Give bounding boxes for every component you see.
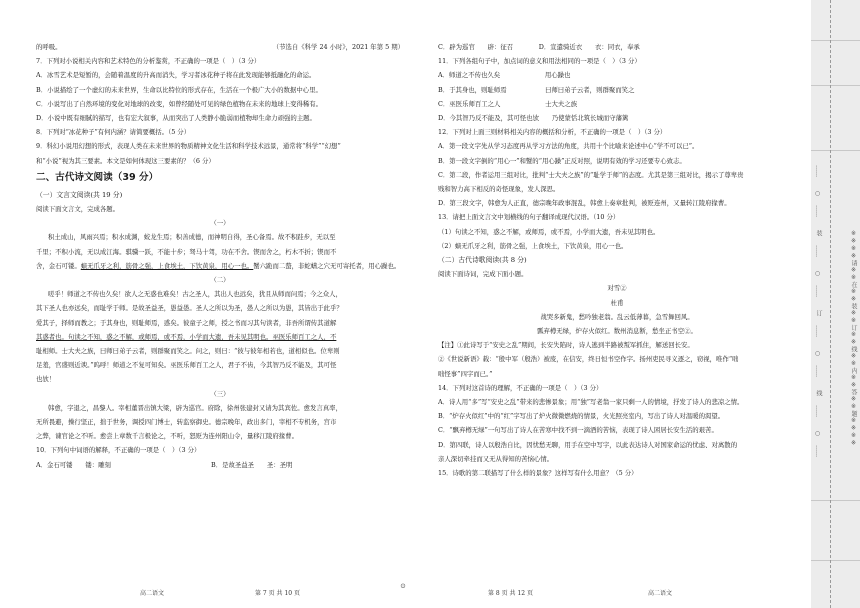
option-7d: D．小说中既有细腻的描写，也有宏大叙事，从而突出了人类静小脆弱而植物却生命力顽强的主题。 xyxy=(36,114,316,123)
subsection-2-title: （二）古代诗歌阅读(共 8 分) xyxy=(438,256,527,265)
option-10cd: C．辟为巡官 辟：征召 D．宣遣骑近衣 衣：同衣，奉承 xyxy=(438,43,640,51)
footer-subject-left: 高二语文 xyxy=(140,590,165,597)
question-13: 13．请把上面文言文中划横线的句子翻译成现代汉语。（10 分） xyxy=(438,213,620,222)
passage-3-label: （三） xyxy=(210,389,230,398)
passage-2-line: 也欤！ xyxy=(36,375,56,384)
binding-mark: ○ xyxy=(814,430,821,437)
binding-mark: …… xyxy=(814,325,821,337)
option-12c: C．第二段，作者运用三组对比，批判“士大夫之族”的“耻学于师”的态度。尤其是第三组对比，揭示了尊卑贵 xyxy=(438,170,744,179)
option-11d: D．今其智乃反不能及，其可怪也欤 乃使蒙恬北筑长城而守藩篱 xyxy=(438,114,629,123)
passage-3-line: 之弊，谏官论之不听。愈尝上章数千言极论之，不听，怒贬为连州阳山令，量移江陵府掾曹。 xyxy=(36,432,299,441)
option-10a: A．金石可镂 镂：雕刻 xyxy=(36,460,111,469)
passage-2-line: 足羞，官盛则近谀。”呜呼！师道之不复可知矣。巫医乐师百工之人，君子不齿，今其智乃反不能及，其可怪 xyxy=(36,361,337,370)
binding-mark: …… xyxy=(814,165,821,177)
passage-1-text: 舍，金石可镂。 xyxy=(36,261,81,270)
binding-notice: ※※※※请※※在※※装※※订※※线※※内※※答※※题※※※※ xyxy=(850,230,857,447)
right-column xyxy=(438,40,796,480)
passage-2-line: 爱其子，择师而教之；于其身也，则耻师焉，惑矣。彼童子之师，授之书而习其句读者，非吾所谓传其道解 xyxy=(36,318,337,327)
fold-mark-icon: ⊙ xyxy=(400,582,406,590)
footer-subject-right: 高二语文 xyxy=(648,590,673,597)
option-11c: C．巫医乐师百工之人 士大夫之族 xyxy=(438,99,578,108)
binding-mark: …… xyxy=(814,245,821,257)
subsection-2-instruction: 阅读下面诗词，完成下面小题。 xyxy=(438,270,528,279)
option-12c-cont: 贱和智力高下相反的奇怪现象，发人深思。 xyxy=(438,185,560,194)
option-7c: C．小说写出了自然环境的变化对地球的改变，如曾经随处可见的绿色植物在未来的地球上变得稀有。 xyxy=(36,99,323,108)
passage-1-line: 积土成山，风雨兴焉；积水成渊，蛟龙生焉；积善成德，而神明自得，圣心备焉。故不积跬步，无以至 xyxy=(48,233,336,242)
left-page xyxy=(0,0,420,608)
binding-mark: …… xyxy=(814,365,821,377)
binding-line xyxy=(830,0,831,608)
question-11: 11．下列各组句子中，加点词的意义和用法相同的一项是（ ）（3 分） xyxy=(438,57,641,66)
passage-2-line: 其惑者也。句读之不知，惑之不解，或师焉，或不焉，小学而大遗，吾未见其明也。巫医乐师百工之人，不 xyxy=(36,332,337,341)
divider xyxy=(811,560,860,561)
question-13-1: （1）句读之不知，惑之不解，或师焉，或不焉，小学而大遗，吾未见其明也。 xyxy=(438,227,660,236)
underlined-sentence: 螾无爪牙之利，筋骨之强，上食埃土，下饮黄泉，用心一也。 xyxy=(80,261,254,270)
section-2-title: 二、古代诗文阅读（39 分） xyxy=(36,171,159,183)
binding-mark: ○ xyxy=(814,190,821,197)
binding-mark: ○ xyxy=(814,350,821,357)
question-10: 10．下列句中词语的解释，不正确的一项是（ ）（3 分） xyxy=(36,446,201,455)
binding-mark: 线 xyxy=(815,390,822,396)
passage-1-text: 蟹六跪而二螯，非蛇蟮之穴无可寄托者，用心躁也。 xyxy=(253,261,401,270)
divider xyxy=(811,150,860,151)
text-line: 的呼吸。 （节选自《科学 24 小时》，2021 年第 5 期） xyxy=(36,43,404,51)
binding-mark: …… xyxy=(814,285,821,297)
question-8: 8．下列对“冰花种子”有何内涵？请简要概括。（5 分） xyxy=(36,128,191,137)
option-12b: B．第一段文字倒的“用心一”和蟹的“用心躁”正反对照，说明有效的学习还要专心致志。 xyxy=(438,156,686,165)
option-7a: A．冰雪艺术是短暂的，会随着温度的升高而消失，学习者冰花种子将在此发现能够抵融化的命运。 xyxy=(36,71,316,80)
poem-line: 战哭多新鬼，愁吟独老翁。乱云低薄暮，急雪舞回风。 xyxy=(540,312,694,321)
option-12d: D．第三段文字，韩愈为人正直，德宗晚年政事混乱，韩愈上奏章批判，被贬连州，又量转江陵府掾曹。 xyxy=(438,199,731,208)
binding-mark: ○ xyxy=(814,270,821,277)
option-14c: C．“飘弃樽无绿”一句写出了诗人在苦寒中找不到一滴酒的苦恼，表现了诗人困居长安生活的艰苦。 xyxy=(438,426,718,435)
passage-1-line: 千里；不积小流，无以成江海。骐骥一跃，不能十步；驽马十驾，功在不舍。锲而舍之，朽木不折；锲而不 xyxy=(36,247,337,256)
question-7: 7．下列对小说相关内容和艺术特色的分析鉴赏，不正确的一项是（ ）（3 分） xyxy=(36,57,261,66)
passage-3-line: 韩愈，字退之，昌黎人。宰相董晋出镇大梁，辟为巡官。府除，徐州张建封又请为其宾佐。愈发言真率， xyxy=(48,403,342,412)
question-9-cont: 和“小说”视为其三要素。本文是如何体现这三要素的？（6 分） xyxy=(36,156,215,165)
passage-1-line xyxy=(36,259,404,273)
question-10-options xyxy=(36,458,404,472)
question-12: 12．下列对上面三则材料相关内容的概括和分析，不正确的一项是（ ）（3 分） xyxy=(438,128,667,137)
divider xyxy=(811,500,860,501)
subsection-1-title: （一）文言文阅读(共 19 分) xyxy=(36,190,123,199)
poem-title: 对雪② xyxy=(607,284,627,293)
passage-1-label: （一） xyxy=(210,219,230,228)
option-14a: A．诗人用“多”写“安史之乱”带来的悲惨景象；用“独”写老翁一家只剩一人的情境，抒发了诗人的悲凉之情。 xyxy=(438,398,744,407)
question-13-2: （2）螾无爪牙之利，筋骨之强，上食埃土，下饮黄泉，用心一也。 xyxy=(438,241,628,250)
option-14d: D．第四联，诗人以殷浩自比，因忧愁无聊，用手在空中写字，以此表达诗人对国家命运的忧虑、对离散的 xyxy=(438,440,738,449)
option-10b: B．是故圣益圣 圣：圣明 xyxy=(211,460,293,469)
option-14b: B．“炉存火似红”中的“红”字写出了炉火微微燃烧的情景，火光照亮室内，写出了诗人对温暖的渴望。 xyxy=(438,412,725,421)
binding-mark: …… xyxy=(814,405,821,417)
subsection-1-instruction: 阅读下面文言文，完成各题。 xyxy=(36,205,120,214)
option-14d-cont: 亲人深切牵挂而又无从得知的苦恼心情。 xyxy=(438,454,554,463)
divider xyxy=(811,40,860,41)
passage-2-label: （二） xyxy=(210,276,230,285)
option-12a: A．第一段文字先从学习态度再从学习方法的角度，共用十个比喻来论述中心“学不可以已”。 xyxy=(438,142,699,151)
passage-2-line: 嗟乎！师道之不传也久矣！欲人之无惑也难矣！古之圣人，其出人也远矣，犹且从师而问焉；今之众人， xyxy=(48,290,342,299)
binding-mark: …… xyxy=(814,445,821,457)
footer-page-right: 第 8 页 共 12 页 xyxy=(488,590,533,597)
poem-note: 咄怪事”四字而已。” xyxy=(438,369,493,378)
poem-note: ②《世说新语》载：“殷中军（殷浩）被废，在信安，终日恒书空作字。扬州吏民寻义逐之，窃视，唯作“咄 xyxy=(438,355,739,364)
question-9: 9．科幻小说用幻想的形式，表现人类在未来世界的物质精神文化生活和科学技术远景，通常将“科学”“幻想” xyxy=(36,142,341,151)
option-11b: B．于其身也，则耻师焉 曰师曰弟子云者，则群聚而笑之 xyxy=(438,85,635,94)
poem-author: 杜甫 xyxy=(610,298,624,307)
option-7b: B．小说描绘了一个虚幻的未来世界，生命以比特位的形式存在，生活在一个极广大小的数据中心里。 xyxy=(36,85,322,94)
binding-mark: 订 xyxy=(815,310,822,316)
question-14: 14．下列对这首诗的理解，不正确的一项是（ ）（3 分） xyxy=(438,383,603,392)
footer-page-left: 第 7 页 共 10 页 xyxy=(255,590,300,597)
poem-line: 瓢弃樽无绿，炉存火似红。数州消息断，愁坐正书空②。 xyxy=(537,327,697,336)
binding-mark: …… xyxy=(814,205,821,217)
option-11a: A．师道之不传也久矣 用心躁也 xyxy=(438,71,571,80)
divider xyxy=(811,85,860,86)
passage-2-line: 其下圣人也亦远矣，而耻学于师。是故圣益圣，愚益愚。圣人之所以为圣，愚人之所以为愚，其皆出于此乎？ xyxy=(36,304,343,313)
binding-mark: 装 xyxy=(815,230,822,236)
passage-3-line: 无所畏避，操行坚正，拙于世务，调授四门博士，转监察御史。德宗晚年，政出多门，宰相不专机务，宫市 xyxy=(36,418,337,427)
poem-note: 【注】①此诗写于“安史之乱”期间，长安失陷时，诗人逃到半路被叛军抓住，解送回长安。 xyxy=(438,341,694,350)
left-column xyxy=(36,40,404,472)
right-page xyxy=(428,0,798,608)
question-15: 15．诗歌的第二联描写了什么样的景象？这样写有什么用意？（5 分） xyxy=(438,469,638,478)
passage-2-line: 耻相师。士大夫之族，曰师曰弟子云者，则群聚而笑之。问之，则曰：“彼与彼年相若也，道相似也。位卑则 xyxy=(36,347,340,356)
